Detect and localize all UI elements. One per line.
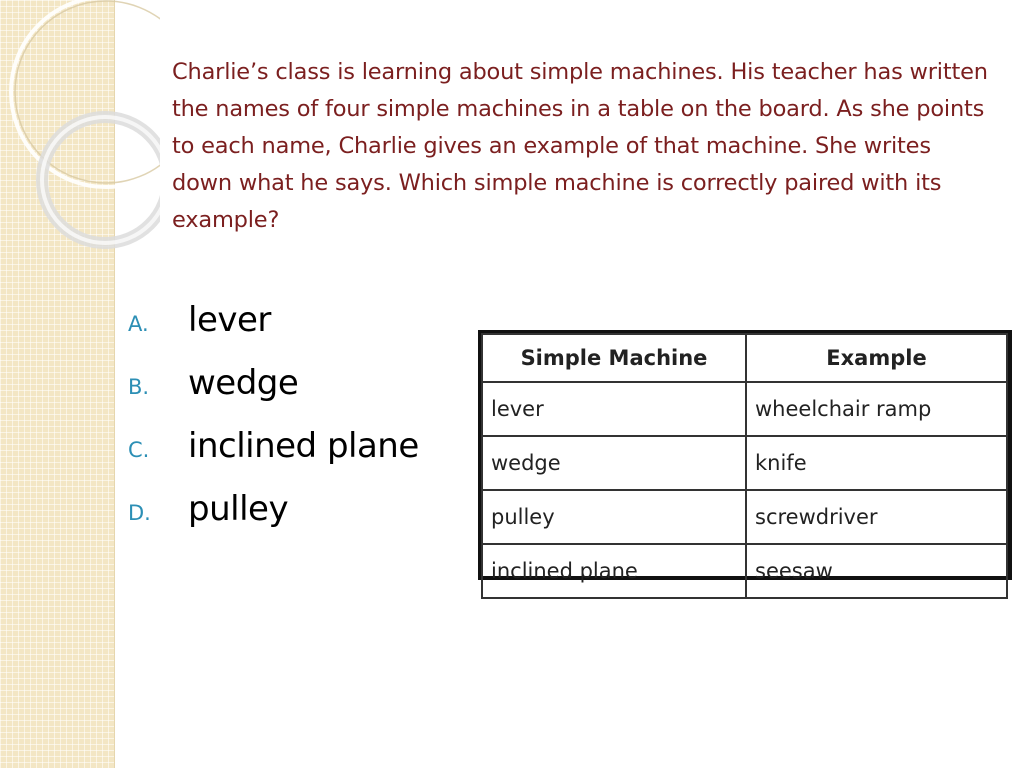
answer-text: pulley: [188, 489, 289, 529]
column-header-simple-machine: Simple Machine: [482, 334, 746, 382]
answer-letter: C.: [128, 438, 150, 462]
table-row: [482, 382, 1007, 436]
question-text: Charlie’s class is learning about simple machines. His teacher has written the names of four simple machines in a table on the board. As she points to each name, Charlie gives an example of that machine. She writes down what he says. Which simple machine is correctly paired with its example?: [172, 59, 988, 233]
column-header-example: Example: [746, 334, 1007, 382]
answer-letter: D.: [128, 501, 151, 525]
answer-text: wedge: [188, 363, 299, 403]
decorative-rings: [0, 0, 160, 260]
table-cell-machine: lever: [482, 382, 746, 436]
table-row: [482, 490, 1007, 544]
table-cell-example: screwdriver: [746, 490, 1007, 544]
table-cell-example: knife: [746, 436, 1007, 490]
answer-list: [128, 300, 468, 552]
answer-text: inclined plane: [188, 426, 419, 466]
answer-text: lever: [188, 300, 271, 340]
table-row: [482, 436, 1007, 490]
table-cell-machine: wedge: [482, 436, 746, 490]
answer-letter: A.: [128, 312, 149, 336]
table-cell-machine: inclined plane: [482, 544, 746, 598]
table-header-row: [482, 334, 1007, 382]
table: [481, 333, 1008, 599]
table-cell-machine: pulley: [482, 490, 746, 544]
machine-example-table: [478, 330, 1012, 583]
answer-option-b[interactable]: [128, 363, 468, 426]
answer-option-a[interactable]: [128, 300, 468, 363]
table-cell-example: seesaw: [746, 544, 1007, 598]
table-cell-example: wheelchair ramp: [746, 382, 1007, 436]
answer-option-d[interactable]: [128, 489, 468, 552]
answer-letter: B.: [128, 375, 150, 399]
answer-option-c[interactable]: [128, 426, 468, 489]
table-row: [482, 544, 1007, 598]
